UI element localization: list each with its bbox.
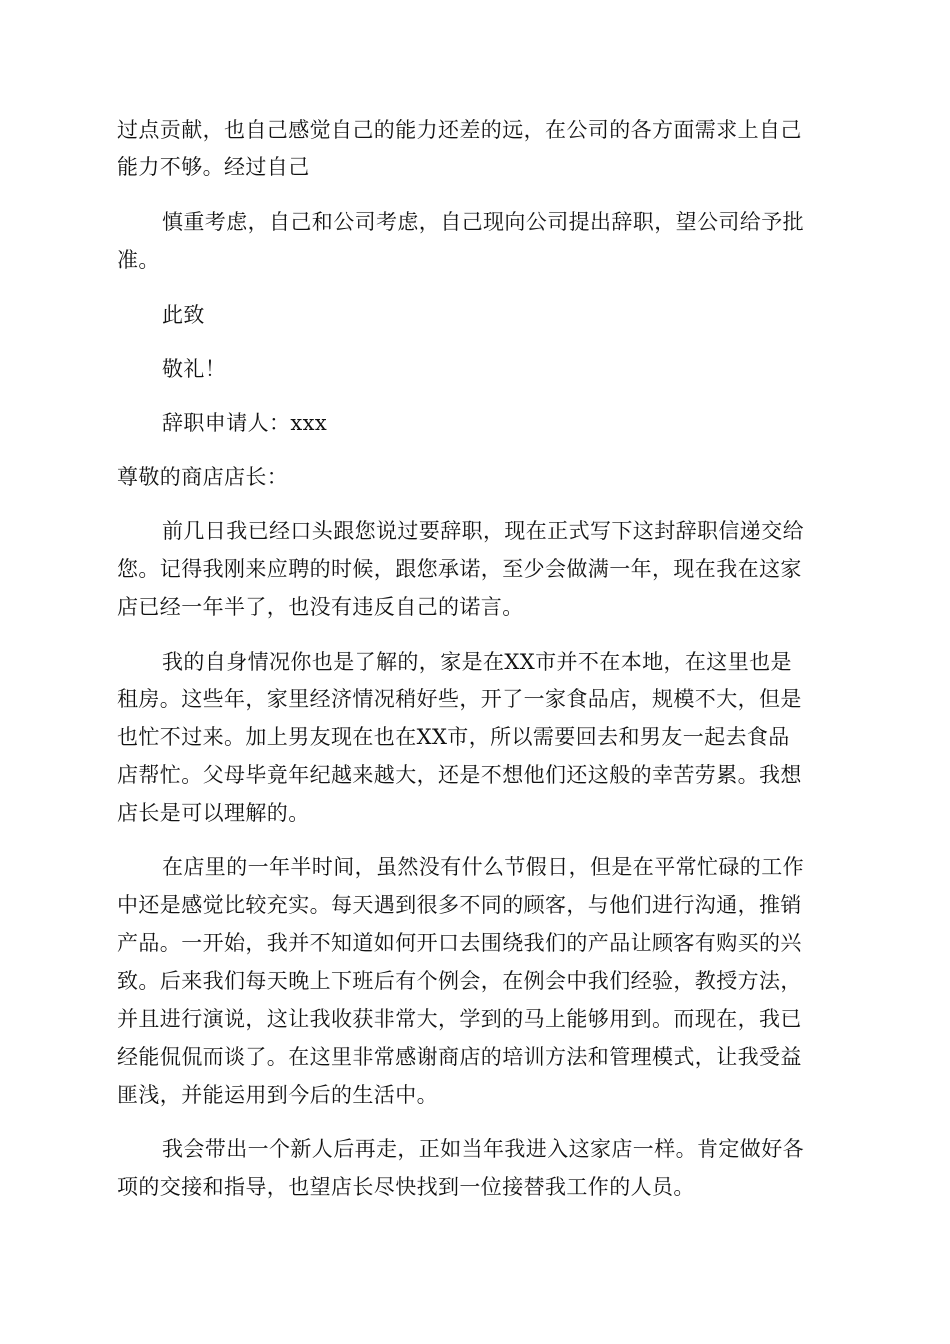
text-line: 过点贡献，也自己感觉自己的能力还差的远，在公司的各方面需求上自己 — [117, 118, 802, 142]
text-line: 我的自身情况你也是了解的，家是在XX市并不在本地，在这里也是 — [162, 650, 792, 674]
text-line: 敬礼！ — [162, 357, 227, 381]
text-line: 在店里的一年半时间，虽然没有什么节假日，但是在平常忙碌的工作 — [162, 855, 804, 879]
text-line: 此致 — [162, 303, 205, 327]
text-line: 慎重考虑，自己和公司考虑，自己现向公司提出辞职，望公司给予批 — [162, 210, 804, 234]
text-line: 我会带出一个新人后再走，正如当年我进入这家店一样。肯定做好各 — [162, 1137, 804, 1161]
text-line: 也忙不过来。加上男友现在也在XX市，所以需要回去和男友一起去食品 — [117, 725, 790, 749]
salutation-line: 尊敬的商店店长： — [117, 465, 289, 489]
text-line: 项的交接和指导，也望店长尽快找到一位接替我工作的人员。 — [117, 1175, 695, 1199]
text-line: 前几日我已经口头跟您说过要辞职，现在正式写下这封辞职信递交给 — [162, 519, 804, 543]
signature-line: 辞职申请人：xxx — [162, 411, 328, 435]
text-line: 中还是感觉比较充实。每天遇到很多不同的顾客，与他们进行沟通，推销 — [117, 893, 802, 917]
text-line: 您。记得我刚来应聘的时候，跟您承诺，至少会做满一年，现在我在这家 — [117, 557, 802, 581]
text-line: 店帮忙。父母毕竟年纪越来越大，还是不想他们还这般的幸苦劳累。我想 — [117, 763, 802, 787]
text-line: 租房。这些年，家里经济情况稍好些，开了一家食品店，规模不大，但是 — [117, 687, 802, 711]
text-line: 能力不够。经过自己 — [117, 155, 310, 179]
text-line: 准。 — [117, 248, 160, 272]
text-line: 并且进行演说，这让我收获非常大，学到的马上能够用到。而现在，我已 — [117, 1007, 802, 1031]
text-line: 产品。一开始，我并不知道如何开口去围绕我们的产品让顾客有购买的兴 — [117, 931, 802, 955]
text-line: 匪浅，并能运用到今后的生活中。 — [117, 1083, 438, 1107]
text-line: 店已经一年半了，也没有违反自己的诺言。 — [117, 595, 524, 619]
text-line: 致。后来我们每天晚上下班后有个例会，在例会中我们经验，教授方法， — [117, 969, 802, 993]
text-line: 店长是可以理解的。 — [117, 801, 310, 825]
text-line: 经能侃侃而谈了。在这里非常感谢商店的培训方法和管理模式，让我受益 — [117, 1045, 802, 1069]
